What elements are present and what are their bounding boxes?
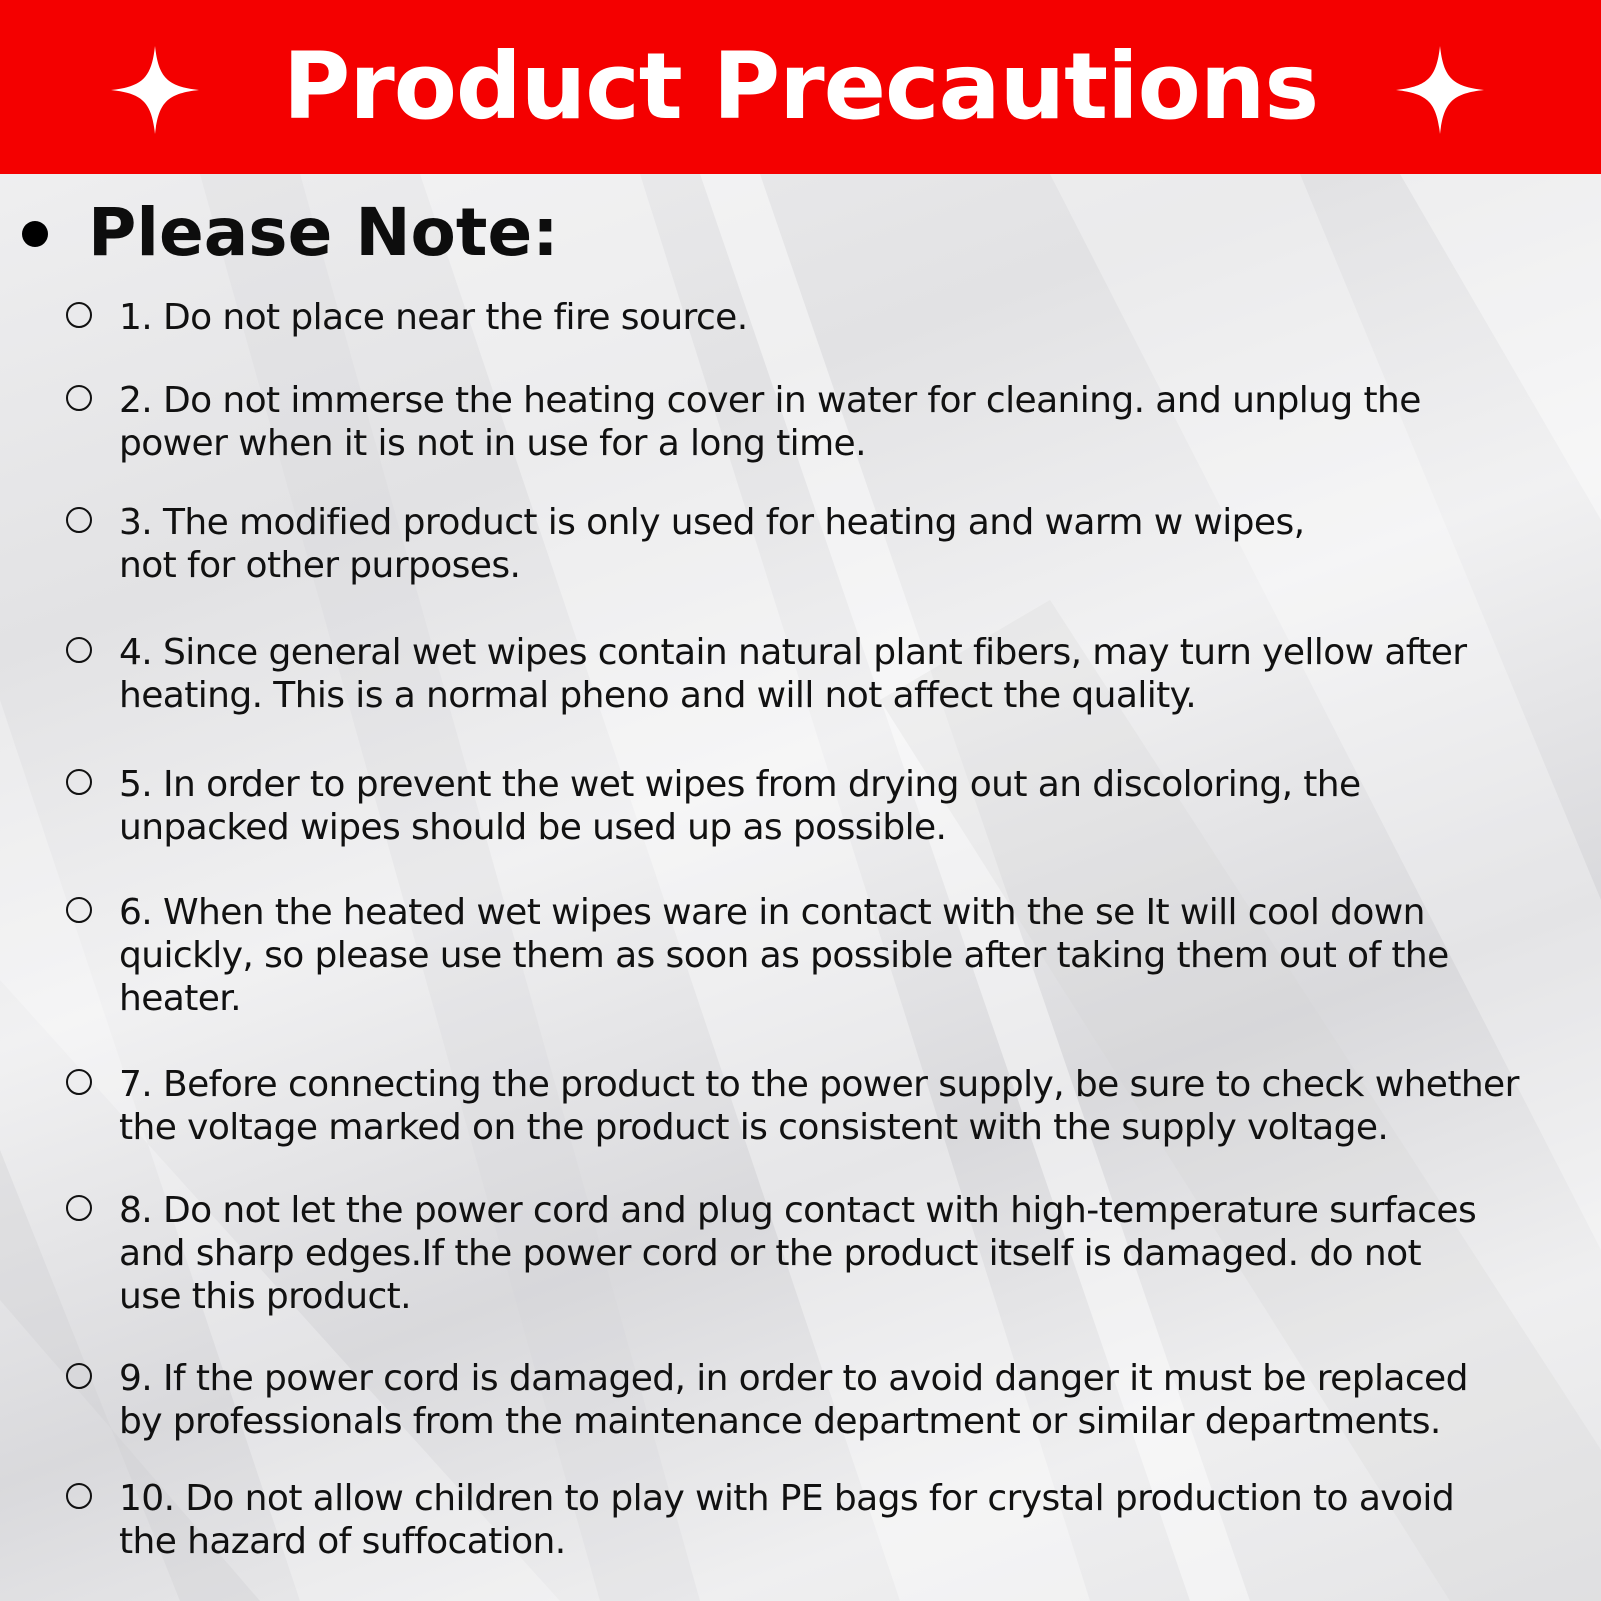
circle-bullet-icon bbox=[66, 1363, 92, 1389]
precaution-text: 10. Do not allow children to play with PE bags for crystal production to avoid the hazard of suffocation. bbox=[119, 1478, 1455, 1562]
circle-bullet-icon bbox=[66, 1069, 92, 1095]
circle-bullet-icon bbox=[66, 769, 92, 795]
precaution-text: 9. If the power cord is damaged, in order to avoid danger it must be replaced by professionals from the maintenance department or similar departments. bbox=[119, 1358, 1468, 1442]
circle-bullet-icon bbox=[66, 385, 92, 411]
precaution-text: 7. Before connecting the product to the power supply, be sure to check whether the voltage marked on the product is consistent with the supply voltage. bbox=[119, 1064, 1519, 1148]
circle-bullet-icon bbox=[66, 302, 92, 328]
sparkle-icon bbox=[1396, 46, 1484, 134]
bullet-icon bbox=[22, 221, 48, 247]
precaution-text: 2. Do not immerse the heating cover in water for cleaning. and unplug the power when it is not in use for a long time. bbox=[119, 380, 1421, 464]
precaution-text: 4. Since general wet wipes contain natural plant fibers, may turn yellow after heating. This is a normal pheno and will not affect the quality. bbox=[119, 632, 1467, 716]
header-banner bbox=[0, 0, 1601, 174]
note-heading-text: Please Note: bbox=[88, 193, 559, 271]
circle-bullet-icon bbox=[66, 1195, 92, 1221]
precaution-text: 6. When the heated wet wipes ware in contact with the se It will cool down quickly, so please use them as soon as possible after taking them out of the heater. bbox=[119, 892, 1449, 1019]
page-title: Product Precautions bbox=[282, 33, 1319, 140]
circle-bullet-icon bbox=[66, 507, 92, 533]
precaution-text: 8. Do not let the power cord and plug contact with high-temperature surfaces and sharp edges.If the power cord or the product itself is damaged. do not use this product. bbox=[119, 1190, 1477, 1317]
circle-bullet-icon bbox=[66, 1483, 92, 1509]
circle-bullet-icon bbox=[66, 637, 92, 663]
precaution-text: 5. In order to prevent the wet wipes from drying out an discoloring, the unpacked wipes should be used up as possible. bbox=[119, 764, 1361, 848]
precaution-text: 3. The modified product is only used for heating and warm w wipes, not for other purposes. bbox=[119, 502, 1305, 586]
precaution-text: 1. Do not place near the fire source. bbox=[119, 297, 748, 338]
circle-bullet-icon bbox=[66, 897, 92, 923]
note-heading bbox=[22, 192, 559, 272]
